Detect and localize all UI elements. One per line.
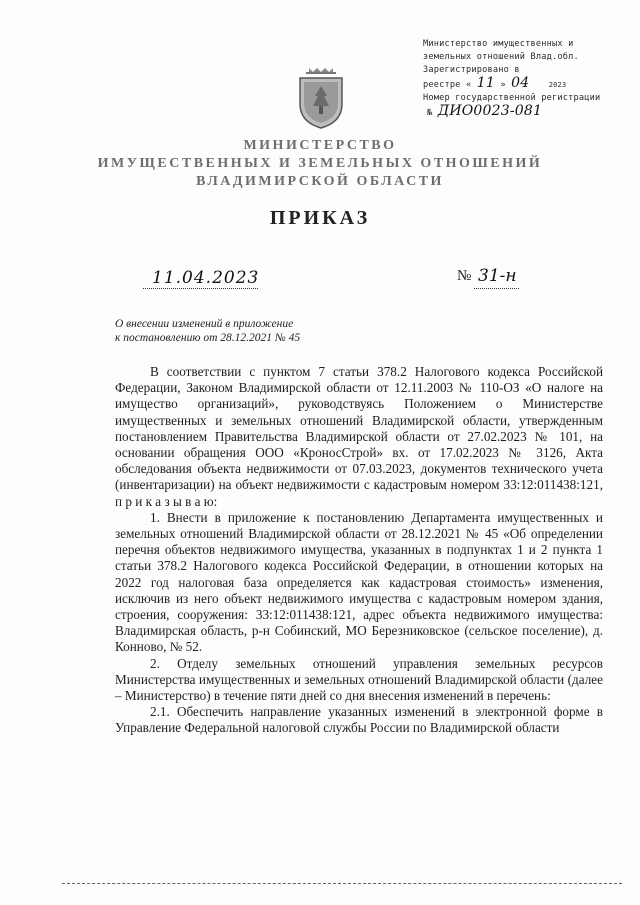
clause-2-1-paragraph: 2.1. Обеспечить направление указанных изменений в электронной форме в Управление Федеральной налоговой службы России по Владимирской области [115,704,603,736]
clause-1-paragraph: 1. Внести в приложение к постановлению Департамента имущественных и земельных отношений Владимирской области от 28.12.2021 № 45 «Об определении перечня объектов недвижимого имущества, указанных в подпунктах 1 и 2 пункта 1 статьи 378.2 Налогового кодекса Российской Федерации, в отношении которых на 2022 год налоговая база определяется как кадастровая стоимость» изменения, исключив из него объект недвижимого имущества с кадастровым номером здания, строения, сооружения: 33:12:011438:121, адрес объекта недвижимого имущества: Владимирская область, р-н Собинский, МО Березниковское (сельское поселение), д. Конново, № 52. [115,509,603,655]
order-body [115,364,603,737]
order-number: 31-н [478,266,517,286]
subject-line: О внесении изменений в приложение [115,318,294,330]
stamp-registration-number: ДИО0023-081 [437,103,543,119]
stamp-date-line: реестре « 11 » 04 2023 [423,75,567,91]
registration-stamp [423,38,623,120]
order-number-label: № [457,268,472,284]
ministry-header [0,137,640,191]
ministry-line: ВЛАДИМИРСКОЙ ОБЛАСТИ [196,174,444,189]
ministry-line: МИНИСТЕРСТВО [243,138,397,153]
stamp-line: Номер государственной регистрации [423,93,601,103]
preamble-paragraph: В соответствии с пунктом 7 статьи 378.2 Налогового кодекса Российской Федерации, Законом Владимирской области от 12.11.2003 № 110-ОЗ «О налоге на имущество организаций», руководствуясь Положением о Министерстве имущественных и земельных отношений Владимирской области, утвержденным постановлением Правительства Владимирской области от 27.02.2023 № 101, на основании обращения ООО «КроносСтрой» вх. от 17.02.2023 № 3126, Акта обследования объекта недвижимости от 07.03.2023, документов технического учета (инвентаризации) на объект недвижимости с кадастровым номером 33:12:011438:121, п р и к а з ы в а ю: [115,364,603,509]
ministry-line: ИМУЩЕСТВЕННЫХ И ЗЕМЕЛЬНЫХ ОТНОШЕНИЙ [97,156,543,171]
page-bottom-divider [62,883,622,884]
stamp-line: Министерство имущественных и [423,39,574,49]
order-date: 11.04.2023 [152,268,260,288]
clause-2-paragraph: 2. Отделу земельных отношений управления земельных ресурсов Министерства имущественных и земельных отношений Владимирской области (далее – Министерство) в течение пяти дней со дня внесения изменений в перечень: [115,655,603,704]
stamp-year: 2023 [548,81,567,89]
stamp-line: Зарегистрировано в [423,65,520,75]
order-subject [115,317,300,345]
stamp-line: земельных отношений Влад.обл. [423,52,579,62]
stamp-day: 11 [476,75,495,91]
date-underline [143,288,258,289]
coat-of-arms-icon [296,68,346,130]
subject-line: к постановлению от 28.12.2021 № 45 [115,332,301,344]
document-title: ПРИКАЗ [269,207,371,229]
stamp-number-line: № ДИО0023-081 [427,103,543,119]
stamp-month: 04 [511,75,530,91]
number-underline [474,288,519,289]
